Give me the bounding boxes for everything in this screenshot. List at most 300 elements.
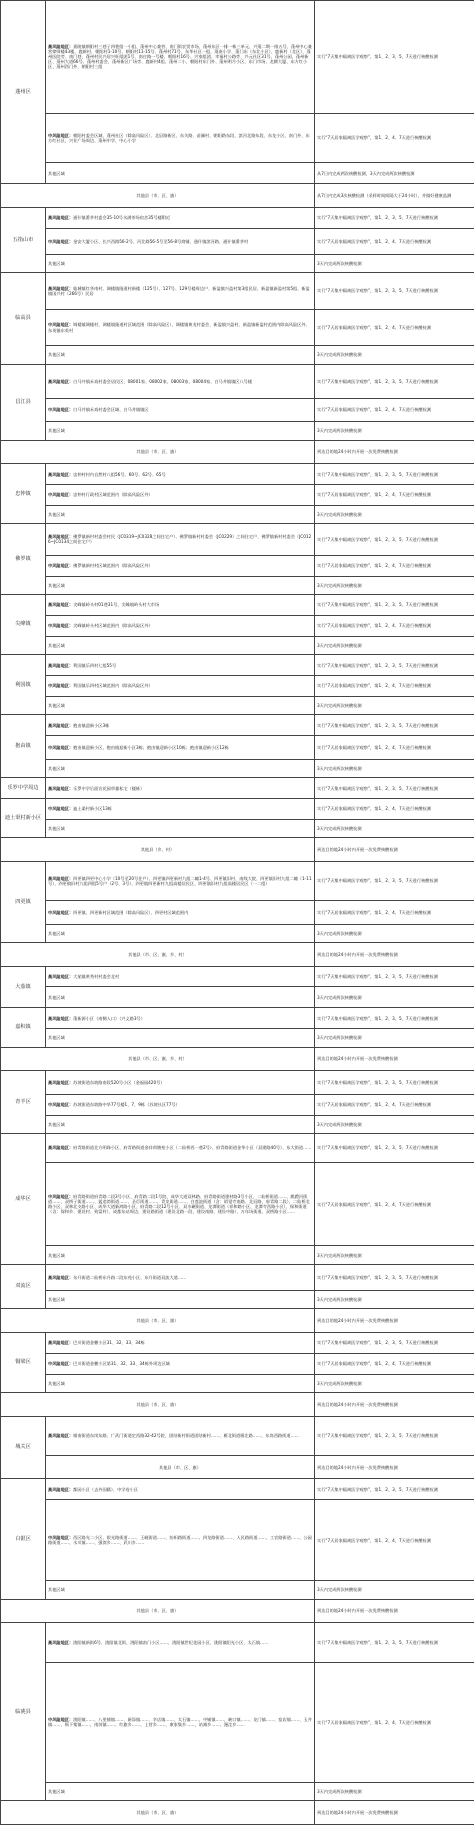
area-cell <box>46 615 315 636</box>
area-cell <box>46 1374 315 1392</box>
mid-risk-label: 中风险地区： <box>48 1102 73 1107</box>
area-cell <box>46 636 315 654</box>
area-cell <box>46 1623 315 1662</box>
table-row <box>1 464 474 485</box>
area-cell <box>46 1162 315 1246</box>
mid-risk-label: 中风险地区： <box>48 133 73 138</box>
table-row <box>1 555 474 576</box>
area-cell <box>46 163 315 184</box>
area-cell <box>46 1133 315 1162</box>
measure-cell: 到达目的地24小时内开展一次免费核酸检测 <box>315 942 474 966</box>
area-cell <box>46 464 315 485</box>
measure-cell: 到达目的地24小时内开展一次免费核酸检测 <box>315 1047 474 1071</box>
table-row <box>1 676 474 697</box>
separator-label: 其他县（市、区、旗） <box>46 1455 315 1479</box>
area-cell <box>46 861 315 900</box>
area-text: 东升街道二仙桥东升路二段东苑小区、东升街道双流大道…… <box>73 1275 186 1280</box>
separator-row <box>1 1455 474 1479</box>
measure-cell: 实行“7天集中隔离医学观察”，第1、2、3、5、7天进行核酸检测 <box>315 594 474 615</box>
measure-cell: 实行“7天居家隔离医学观察”，第1、2、4、7天进行核酸检测 <box>315 398 474 422</box>
area-cell <box>46 778 315 799</box>
high-risk-label: 高风险地区： <box>48 286 73 291</box>
mid-risk-label: 中风险地区： <box>48 623 73 628</box>
table-row <box>1 228 474 254</box>
table-row <box>1 1 474 114</box>
area-cell <box>46 901 315 925</box>
region-cell: 蓬州区 <box>1 1 46 184</box>
area-cell <box>46 1029 315 1047</box>
area-cell <box>46 1500 315 1581</box>
area-text: 佛罗镇新村村区域范围内（除高风险区外） <box>73 563 153 568</box>
area-text: 乐罗中学后面宣花园草暴私宅（楼栋） <box>73 786 144 791</box>
mid-risk-label: 中风险地区： <box>48 1361 73 1366</box>
area-text: 大茄镇黄秀村村委会北村 <box>73 974 119 979</box>
measure-cell: 到达目的地24小时内开展一次免费核酸检测 <box>315 1455 474 1479</box>
area-text: 其他区域 <box>48 512 65 517</box>
separator-row <box>1 1599 474 1623</box>
mid-risk-label: 中风险地区： <box>48 563 73 568</box>
measure-cell: 3天内完成两次核酸检测 <box>315 759 474 777</box>
table-row <box>1 1374 474 1392</box>
table-row <box>1 987 474 1008</box>
table-row <box>1 1332 474 1353</box>
high-risk-label: 高风险地区： <box>48 44 73 49</box>
area-text: 抱由镇迎新小区3栋 <box>73 723 109 728</box>
measure-cell: 3天内完成两次核酸检测 <box>315 1246 474 1264</box>
measure-cell: 3天内完成两次核酸检测 <box>315 505 474 523</box>
table-row <box>1 1133 474 1162</box>
high-risk-label: 高风险地区： <box>48 663 73 668</box>
measure-cell: 3天内完成两次核酸检测 <box>315 1374 474 1392</box>
table-row <box>1 636 474 654</box>
region-cell: 佛罗镇 <box>1 524 46 595</box>
measure-cell: 到达目的地24小时内开展一次免费核酸检测 <box>315 1309 474 1333</box>
table-row <box>1 799 474 820</box>
high-risk-label: 高风险地区： <box>48 876 73 881</box>
area-cell <box>46 1353 315 1374</box>
region-cell: 大茄镇 <box>1 966 46 1008</box>
area-text: 其他区域 <box>48 931 65 936</box>
area-cell <box>46 819 315 837</box>
measure-cell: 到达目的地24小时内开展一次免费核酸检测 <box>315 440 474 464</box>
area-text: 其他区域 <box>48 171 65 176</box>
measure-cell: 实行“7天集中隔离医学观察”，第1、2、3、5、7天进行核酸检测 <box>315 364 474 398</box>
area-cell <box>46 309 315 346</box>
high-risk-label: 高风险地区： <box>48 1340 73 1345</box>
separator-label: 其他县（市、区、旗） <box>1 184 315 208</box>
area-text: 利国镇乐四村区域范围内（除高风险区外） <box>73 683 153 688</box>
separator-row <box>1 942 474 966</box>
separator-row <box>1 440 474 464</box>
area-cell <box>46 346 315 364</box>
table-row <box>1 924 474 942</box>
region-cell: 乐罗中学周边 <box>1 778 46 799</box>
region-cell: 昌江县 <box>1 364 46 440</box>
high-risk-label: 高风险地区： <box>48 215 73 220</box>
mid-risk-label: 中风险地区： <box>48 745 73 750</box>
high-risk-label: 高风险地区： <box>48 974 73 979</box>
region-cell: 临高县 <box>1 273 46 365</box>
area-text: 临城镇红华南村、调楼镇隆道村新楼（125号）、127号、129号楼周边户、新盈镇兴盈村第3组民居、新盈镇新盈村第5组、新盈镇国兴村（266号）民居 <box>48 286 310 296</box>
area-cell <box>46 273 315 310</box>
region-cell: 双流区 <box>1 1264 46 1308</box>
area-cell <box>46 1008 315 1029</box>
table-row <box>1 966 474 987</box>
measure-cell: 实行“7天居家隔离医学观察”，第1、2、4、7天进行核酸检测 <box>315 309 474 346</box>
table-row <box>1 1662 474 1782</box>
area-text: 金安大厦小区、长兴西路56-2号、河北路56-5号至56-8号商铺、通什镇滨河路、通什镇番茅村 <box>73 239 248 244</box>
area-text: 朝阳村委会区域、蓬州社区（除高风险区）、北辰路新区、东关路、苗圃村、朝阳路东段、滨河北路东段、东龙小区、南门外、东方红社区、兴业广场周边、蓬州中学、中心小学 <box>48 133 310 143</box>
area-cell <box>46 655 315 676</box>
area-text: 尖峰镇岭头村01巷31号、尖峰镇岭头村大市场 <box>73 602 159 607</box>
separator-label: 其他县（市、区、旗、乡、村） <box>1 1047 315 1071</box>
high-risk-label: 高风险地区： <box>48 1080 73 1085</box>
area-cell <box>46 254 315 272</box>
area-text: 蓬新源小区（南侧入口）（兴义路3号） <box>73 1016 145 1021</box>
area-text: 白马井镇禾戏村委会区域、白马井镇镇区 <box>73 407 148 412</box>
area-cell <box>46 1094 315 1115</box>
area-text: 其他区域 <box>48 1035 65 1040</box>
area-cell <box>46 1 315 114</box>
measure-cell: 到达目的地24小时内开展一次免费核酸检测 <box>315 1599 474 1623</box>
measure-cell: 3天内完成两次核酸检测 <box>315 1782 474 1800</box>
measure-cell: 实行“7天集中隔离医学观察”，第1、2、3、5、7天进行核酸检测 <box>315 1416 474 1455</box>
mid-risk-label: 中风险地区： <box>48 239 73 244</box>
table-row <box>1 594 474 615</box>
high-risk-label: 高风险地区： <box>48 534 73 539</box>
high-risk-label: 高风险地区： <box>48 1487 73 1492</box>
area-cell <box>46 576 315 594</box>
measure-cell: 实行“7天居家隔离医学观察”，第1、2、4、7天进行核酸检测 <box>315 1353 474 1374</box>
table-row <box>1 1094 474 1115</box>
mid-risk-label: 中风险地区： <box>48 492 73 497</box>
measure-cell: 实行“7天集中隔离医学观察”，第1、2、3、5、7天进行核酸检测 <box>315 1133 474 1162</box>
area-text: 洮阳镇……、八里铺镇……、新添镇……、辛店镇……、太石镇……、中铺镇……、峡口镇……、龙门镇……、窑店镇……、玉井镇……、衙下集镇……、南屏镇……、红旗乡……、上营乡……、康家集乡……、站滩乡……、漫洼乡…… <box>48 1717 312 1727</box>
separator-label: 其他县（市、区、旗） <box>1 440 315 464</box>
measure-cell: 实行“7天集中隔离医学观察”，第1、2、3、5、7天进行核酸检测 <box>315 207 474 228</box>
area-text: 其他区域 <box>48 1253 65 1258</box>
area-text: 苏坡街道东坡路中华77号楼1、7、9栋（苏坡社区77号） <box>73 1102 180 1107</box>
table-row <box>1 736 474 760</box>
separator-label: 其他县（市、区、旗、乡、村） <box>1 942 315 966</box>
measure-cell: 实行“7天居家隔离医学观察”，第1、2、4、7天进行核酸检测 <box>315 1162 474 1246</box>
area-cell <box>46 364 315 398</box>
region-cell: 利国镇 <box>1 655 46 715</box>
region-cell: 五指山市 <box>1 207 46 272</box>
area-text: 忠仲村行政村区域范围内（除高风险区外） <box>73 492 153 497</box>
table-row <box>1 422 474 440</box>
measure-cell: 实行“7天居家隔离医学观察”，第1、2、4、7天进行核酸检测 <box>315 1094 474 1115</box>
area-text: 洮阳镇新街6号、洮阳镇北街、洮阳镇南门小区……、洮阳镇世纪花园小区、洮阳镇阳光小区、太石镇…… <box>73 1640 268 1645</box>
area-text: 其他区域 <box>48 766 65 771</box>
measure-cell: 实行“7天集中隔离医学观察”，第1、2、3、5、7天进行核酸检测 <box>315 464 474 485</box>
table-row <box>1 1290 474 1308</box>
high-risk-label: 高风险地区： <box>48 472 73 477</box>
mid-risk-label: 中风险地区： <box>48 322 73 327</box>
measure-cell: 实行“7天居家隔离医学观察”，第1、2、4、7天进行核酸检测 <box>315 1662 474 1782</box>
measure-cell: 实行“7天集中隔离医学观察”，第1、2、3、5、7天进行核酸检测 <box>315 1623 474 1662</box>
table-row <box>1 1581 474 1599</box>
area-text: 尖峰镇岭头村区域范围内（除高风险区外） <box>73 623 153 628</box>
table-row <box>1 273 474 310</box>
table-row <box>1 1115 474 1133</box>
area-cell <box>46 966 315 987</box>
measure-cell: 实行“7天集中隔离医学观察”，第1、2、3、5、7天进行核酸检测 <box>315 655 474 676</box>
area-text: 西区路光二小区、银光路街道……、王岘街道……、纺织路街道……、四龙路街道……、人民路街道……、工农路街道……、公园路街道……、水川镇……、强湾乡……、武川乡…… <box>48 1535 312 1545</box>
area-text: 府青路街道北方明珠小区、府青路街道金祥荷塘苑小区（二仙桥西一巷2号）、府青路街道金华小区（双建路40号）、东大街道…… <box>73 1145 311 1150</box>
area-cell <box>46 505 315 523</box>
region-cell: 城关区 <box>1 1416 46 1479</box>
measure-cell: 实行“7天集中隔离医学观察”，第1、2、3、5、7天进行核酸检测 <box>315 1 474 114</box>
measure-cell: 实行“7天居家隔离医学观察”，第1、2、4、7天进行核酸检测 <box>315 615 474 636</box>
measure-cell: 实行“7天居家隔离医学观察”，第1、2、4、7天进行核酸检测 <box>315 228 474 254</box>
area-text: 其他区域 <box>48 995 65 1000</box>
separator-row <box>1 1393 474 1417</box>
area-text: 调楼镇调楼村、调楼镇隆道村区域范围（除高风险区）、调楼镇黄龙村委会、新盈镇兴盈村、新盈镇新盈村范围内除高风险区外、东英镇东英村 <box>48 322 310 332</box>
area-cell <box>46 697 315 715</box>
region-cell: 四更镇 <box>1 861 46 942</box>
area-text: 通什镇番茅村委会35-10号水满茶场宿舍35号楼附近 <box>73 215 170 220</box>
table-row <box>1 1623 474 1662</box>
measure-cell: 实行“7天集中隔离医学观察”，第1、2、3、5、7天进行核酸检测 <box>315 715 474 736</box>
area-text: 四更镇、四更新村区域范围（除高风险区）、四更村区域范围内 <box>73 910 188 915</box>
separator-row <box>1 184 474 208</box>
area-text: 嘉陵镇朝阳村三巷子四巷组一小组、蓬州中心兼营、南门街农贸市场、蓬州东区一排一栋三单元、兴蓬二期一排五号、蓬州中心兼营律师楼43楼、鹿新村、朝阳村1-10号、朝阳村11-15号、蓬州村71号、东华社区一组、蓬南小学、蓬门东（东北小区）、鹿新村（北区）、蓬州医院旁、南门巷、蓬州村民兴居兴旺组团1号、南庄路一号楼、朝阳村16号、兴家组团、幸福村公路旁、兴元社区31号、蓬州公园、蓬州新区、蓬州大道66号、蓬州村委会、蓬州新区广场旁、鹿新村4组、蓬州二小、朝阳村东门外、蓬州明月小区、东门市场、龙腾大厦、东方红小区、蓬州西门外、朝阳村三组 <box>48 44 312 70</box>
measure-cell: 实行“7天集中隔离医学观察”，第1、2、3、5、7天进行核酸检测 <box>315 524 474 555</box>
measure-cell: 3天内完成两次核酸检测 <box>315 1115 474 1133</box>
separator-label: 其他县（市、区、旗） <box>1 1309 315 1333</box>
area-cell <box>46 715 315 736</box>
mid-risk-label: 中风险地区： <box>48 1717 73 1722</box>
table-row <box>1 254 474 272</box>
area-cell <box>46 398 315 422</box>
area-text: 府青路街道府青路二段3号小区、府青路二段1号院、成华大道双林路、府青路街道建材路3号小区、二仙桥街道……、跳蹬河街道……、双桥子街道……、猛追湾街道……、圣灯街道……、青龙街道……、白莲池街道（含：昭觉寺南路、北辰路、府青路二段）、二仙桥北路小区、双林北支路小区、成华大道新鸿路小区、府青路二段12号小区、双水碾街道、龙潭街道（祥和路小区、龙潭寺西路小区）、保和街道（含：保和乡、建设村、致富村）、成都东站周边、建设路街道（建设北路一段、建设南路、建设中路）、万年场街道、双桥路小区…… <box>48 1194 310 1214</box>
measure-cell: 3天内完成两次核酸检测 <box>315 254 474 272</box>
area-cell <box>46 422 315 440</box>
region-cell: 忠仲镇 <box>1 464 46 524</box>
area-text: 其他区域 <box>48 703 65 708</box>
area-cell <box>46 1782 315 1800</box>
measure-cell: 实行“7天集中隔离医学观察”，第1、2、3、5、7天进行核酸检测 <box>315 1008 474 1029</box>
measure-cell: 3天内完成两次核酸检测 <box>315 819 474 837</box>
table-row <box>1 485 474 506</box>
table-row <box>1 1264 474 1290</box>
measure-cell: 实行“7天居家隔离医学观察”，第1、2、4、7天进行核酸检测 <box>315 113 474 163</box>
table-row <box>1 861 474 900</box>
separator-label: 其他县（市、区、旗） <box>1 1599 315 1623</box>
area-cell <box>46 1416 315 1455</box>
measure-cell: 实行“7天居家隔离医学观察”，第1、2、4、7天进行核酸检测 <box>315 676 474 697</box>
mid-risk-label: 中风险地区： <box>48 683 73 688</box>
area-text: 都园小区（去外国籍）、中学卷小区 <box>73 1487 138 1492</box>
area-cell <box>46 1332 315 1353</box>
area-cell <box>46 207 315 228</box>
high-risk-label: 高风险地区： <box>48 379 73 384</box>
measure-cell: 从7日内完成两次核酸检测，3天内完成两次核酸检测 <box>315 163 474 184</box>
high-risk-label: 高风险地区： <box>48 1016 73 1021</box>
measure-cell: 3天内完成两次核酸检测 <box>315 422 474 440</box>
high-risk-label: 高风险地区： <box>48 1145 73 1150</box>
table-row <box>1 615 474 636</box>
area-text: 四更镇四更中心小学（10号至20号住户）、四更镇四更新村九组二幢1-4号、四更镇旧村、南线大院、四更镇旧村九组二幢（1-11号）、四更镇旧村九组四组5号户（2号、3号）、四更镇四更新村九组高楼居民区、四更镇旧村九组高楼居民区（一二组） <box>48 876 312 886</box>
area-cell <box>46 1115 315 1133</box>
area-text: 其他区域 <box>48 1789 65 1794</box>
area-text: 其他区域 <box>48 1587 65 1592</box>
separator-row <box>1 1801 474 1825</box>
region-cell: 成华区 <box>1 1133 46 1264</box>
mid-risk-label: 中风险地区： <box>48 806 73 811</box>
measure-cell: 实行“7天集中隔离医学观察”，第1、2、3、5、7天进行核酸检测 <box>315 1332 474 1353</box>
area-text: 其他区域 <box>48 1122 65 1127</box>
table-row <box>1 697 474 715</box>
area-cell <box>46 228 315 254</box>
area-text: 巴川街道金鹏小区第31、32、33、34栋外周边区域 <box>73 1361 170 1366</box>
area-cell <box>46 524 315 555</box>
separator-label: 其他县（市、区、旗） <box>1 1801 315 1825</box>
measure-cell: 实行“7天集中隔离医学观察”，第1、2、3、5、7天进行核酸检测 <box>315 966 474 987</box>
table-row <box>1 1008 474 1029</box>
measure-cell: 3天内完成两次核酸检测 <box>315 1581 474 1599</box>
table-row <box>1 655 474 676</box>
area-cell <box>46 987 315 1008</box>
table-row <box>1 1500 474 1581</box>
area-text: 巴川街道金鹏小区31、32、33、34栋 <box>73 1340 145 1345</box>
region-cell: 尖峰镇 <box>1 594 46 654</box>
measure-cell: 3天内完成两次核酸检测 <box>315 346 474 364</box>
area-text: 其他区域 <box>48 826 65 831</box>
separator-label: 其他县（乡、村） <box>1 838 315 862</box>
area-cell <box>46 1246 315 1264</box>
table-row <box>1 901 474 925</box>
table-row <box>1 1071 474 1095</box>
area-text: 雁南街道东岗东路、广武门街道定西路32-42号院、团结新村街道团结新村……、雁北街道雁北路……、东岗西路街道…… <box>73 1433 299 1438</box>
area-text: 迪土渠村新小区13栋 <box>73 806 112 811</box>
table-row <box>1 346 474 364</box>
table-row <box>1 1162 474 1246</box>
table-row <box>1 364 474 398</box>
area-cell <box>46 924 315 942</box>
area-cell <box>46 485 315 506</box>
measure-cell: 3天内完成两次核酸检测 <box>315 1290 474 1308</box>
area-text: 白马井镇禾戏村委会居民区、08001家、08002家、08003家、08004家、白马井镇镇区八号楼 <box>73 379 252 384</box>
area-cell <box>46 676 315 697</box>
table-row <box>1 1416 474 1455</box>
measure-cell: 实行“7天集中隔离医学观察”，第1、2、3、5、7天进行核酸检测 <box>315 861 474 900</box>
table-row <box>1 715 474 736</box>
table-row <box>1 524 474 555</box>
mid-risk-label: 中风险地区： <box>48 1535 73 1540</box>
table-row <box>1 113 474 163</box>
area-cell <box>46 759 315 777</box>
region-cell: 嘉积镇 <box>1 1008 46 1047</box>
measure-cell: 实行“7天居家隔离医学观察”，第1、2、4、7天进行核酸检测 <box>315 485 474 506</box>
measure-cell: 3天内完成两次核酸检测 <box>315 636 474 654</box>
area-text: 佛罗镇新村村委会村民（JC0319~JC0328之间住宅户）、佛罗镇新村村委会（JC0229）之间住宅户、佛罗镇新村村委会（JC0126~JC0134之间住宅户） <box>48 534 311 544</box>
measure-cell: 到达目的地24小时内开展一次免费核酸检测 <box>315 838 474 862</box>
measure-cell: 3天内完成两次核酸检测 <box>315 1029 474 1047</box>
table-row <box>1 207 474 228</box>
measure-cell: 到达目的地24小时内开展一次免费核酸检测 <box>315 1393 474 1417</box>
measure-cell: 3天内完成两次核酸检测 <box>315 924 474 942</box>
high-risk-label: 高风险地区： <box>48 602 73 607</box>
area-text: 抱由镇迎新小区，抱由镇迎新小区3栋；抱由镇迎新小区10栋；抱由镇迎新小区12栋 <box>73 745 229 750</box>
mid-risk-label: 中风险地区： <box>48 910 73 915</box>
high-risk-label: 高风险地区： <box>48 723 73 728</box>
area-cell <box>46 1581 315 1599</box>
high-risk-label: 高风险地区： <box>48 1275 73 1280</box>
table-row <box>1 1782 474 1800</box>
area-cell <box>46 1479 315 1500</box>
area-text: 苏坡街道东坡路南段520号小区（金福园420号） <box>73 1080 164 1085</box>
area-cell <box>46 113 315 163</box>
measure-cell: 实行“7天居家隔离医学观察”，第1、2、4、7天进行核酸检测 <box>315 736 474 760</box>
area-text: 其他区域 <box>48 261 65 266</box>
table-row <box>1 1246 474 1264</box>
region-cell: 迪土渠村新小区 <box>1 799 46 838</box>
table-row <box>1 778 474 799</box>
measure-cell: 3天内完成两次核酸检测 <box>315 987 474 1008</box>
measure-cell: 实行“7天集中隔离医学观察”，第1、2、3、5、7天进行核酸检测 <box>315 778 474 799</box>
table-row <box>1 576 474 594</box>
high-risk-label: 高风险地区： <box>48 1640 73 1645</box>
area-cell <box>46 736 315 760</box>
table-row <box>1 759 474 777</box>
area-text: 利国镇乐四村七组55号 <box>73 663 116 668</box>
area-text: 其他区域 <box>48 583 65 588</box>
area-cell <box>46 555 315 576</box>
area-cell <box>46 594 315 615</box>
measure-cell: 3天内完成两次核酸检测 <box>315 576 474 594</box>
measure-cell: 实行“7天集中隔离医学观察”，第1、2、3、5、7天进行核酸检测 <box>315 1479 474 1500</box>
area-text: 其他区域 <box>48 352 65 357</box>
measure-cell: 实行“7天居家隔离医学观察”，第1、2、4、7天进行核酸检测 <box>315 555 474 576</box>
area-text: 忠仲村村内自然村八组56号、60号、62号、65号 <box>73 472 166 477</box>
region-cell: 青羊区 <box>1 1071 46 1134</box>
mid-risk-label: 中风险地区： <box>48 1194 73 1199</box>
measure-cell: 实行“7天居家隔离医学观察”，第1、2、4、7天进行核酸检测 <box>315 901 474 925</box>
table-row <box>1 505 474 523</box>
region-cell: 白银区 <box>1 1479 46 1599</box>
area-cell <box>46 1264 315 1290</box>
area-text: 其他区域 <box>48 428 65 433</box>
high-risk-label: 高风险地区： <box>48 1433 73 1438</box>
measure-cell: 从7日内完成3次核酸检测（采样时间间隔大于24小时），并做好健康监测 <box>315 184 474 208</box>
region-cell: 抱由镇 <box>1 715 46 778</box>
table-row <box>1 309 474 346</box>
area-cell <box>46 1290 315 1308</box>
separator-label: 其他县（市、区、旗） <box>1 1393 315 1417</box>
table-row <box>1 1353 474 1374</box>
area-text: 其他区域 <box>48 643 65 648</box>
measure-cell: 实行“7天集中隔离医学观察”，第1、2、3、5、7天进行核酸检测 <box>315 1264 474 1290</box>
measure-cell: 实行“7天集中隔离医学观察”，第1、2、3、5、7天进行核酸检测 <box>315 273 474 310</box>
table-row <box>1 1029 474 1047</box>
measure-cell: 3天内完成两次核酸检测 <box>315 697 474 715</box>
area-text: 其他区域 <box>48 1297 65 1302</box>
area-text: 其他区域 <box>48 1381 65 1386</box>
measure-cell: 到达目的地24小时内开展一次免费核酸检测 <box>315 1801 474 1825</box>
measure-cell: 实行“7天集中隔离医学观察”，第1、2、3、5、7天进行核酸检测 <box>315 1071 474 1095</box>
separator-row <box>1 838 474 862</box>
table-row <box>1 1479 474 1500</box>
table-row <box>1 819 474 837</box>
area-cell <box>46 799 315 820</box>
region-cell: 临洮县 <box>1 1623 46 1801</box>
mid-risk-label: 中风险地区： <box>48 407 73 412</box>
separator-row <box>1 1047 474 1071</box>
high-risk-label: 高风险地区： <box>48 786 73 791</box>
table-row <box>1 163 474 184</box>
